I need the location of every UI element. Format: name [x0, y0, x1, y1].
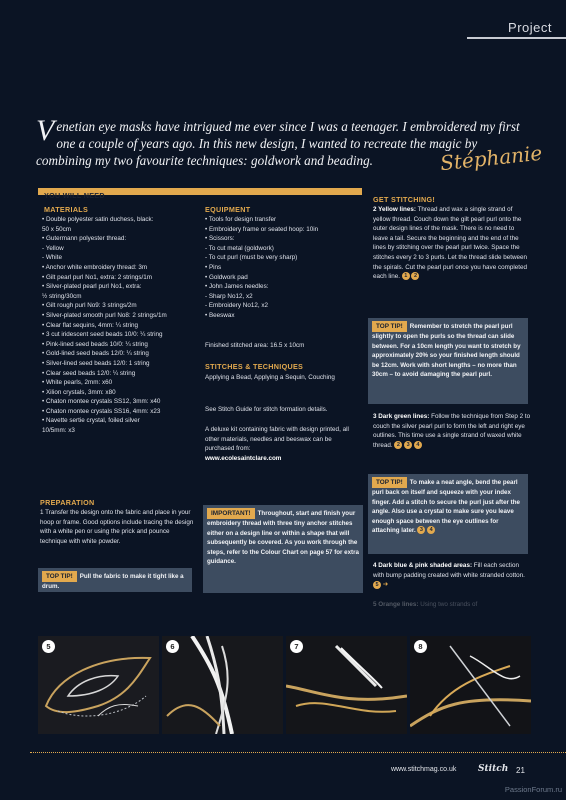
step-1: 1 Transfer the design onto the fabric and place in your hoop or frame. Good options include tracing the design with a white pen or using the prick and pounce technique with white powder. — [40, 509, 194, 545]
equipment-item: • John James needles: — [205, 283, 269, 291]
materials-item: • Silver-plated pearl purl No1, extra: — [42, 283, 142, 291]
materials-item: • Clear flat sequins, 4mm: ¼ string — [42, 321, 138, 329]
you-will-need-heading: YOU WILL NEED — [44, 191, 105, 200]
equipment-item: - To cut purl (must be very sharp) — [205, 254, 298, 262]
stitches-heading: STITCHES & TECHNIQUES — [205, 362, 304, 371]
important-text: Throughout, start and finish your embroidery thread with three tiny anchor stitches either on a design line or within a shape that will subsequently be covered. As you work through the steps, refer to the Colour Chart on page 57 for extra guidance. — [207, 510, 359, 566]
step-photo-7 — [286, 636, 407, 734]
photo-ref-2: 2 — [394, 441, 402, 449]
top-tip-pearl-purl — [368, 318, 528, 404]
materials-item: • Anchor white embroidery thread: 3m — [42, 263, 148, 271]
materials-heading: MATERIALS — [44, 205, 89, 214]
kit-text: A deluxe kit containing fabric with design printed, all other materials, needles and beeswax can be purchased from: — [205, 426, 349, 453]
materials-item: • Chaton montee crystals SS16, 4mm: x23 — [42, 407, 161, 415]
important-box — [203, 505, 363, 593]
top-tip-neat-angle — [368, 474, 528, 554]
step-5-faded — [373, 600, 531, 610]
step-photo-6 — [162, 636, 283, 734]
step-3-text: Follow the technique from Step 2 to couch the silver pearl purl to form the left and right eye outlines. This time use a single strand of waxed white thread. — [373, 413, 531, 449]
materials-item: • Pink-lined seed beads 10/0: ¼ string — [42, 340, 148, 348]
materials-item: • Gilt rough purl No9: 3 strings/2m — [42, 302, 137, 310]
page-header — [0, 0, 566, 38]
couching-illustration — [286, 636, 407, 734]
step-3 — [373, 412, 531, 450]
materials-item: • Silver-plated smooth purl No8: 2 strings/1m — [42, 311, 167, 319]
top-tip-label: TOP TIP! — [42, 571, 77, 582]
materials-item: 10/5mm: x3 — [42, 427, 75, 435]
top-tip-text: Pull the fabric to make it tight like a drum. — [42, 573, 184, 591]
page-number: 21 — [516, 766, 525, 775]
top-tip-text: To make a neat angle, bend the pearl purl back on itself and squeeze with your index finger. Add a stitch to secure the purl just after the angle. Also use a crystal to make sure you leave enough space between the eye outlines for attaching later. — [372, 479, 520, 535]
step-4-title: 4 Dark blue & pink shaded areas: — [373, 562, 473, 569]
intro-text: enetian eye masks have intrigued me ever since I was a teenager. I embroidered my first one a couple of years ago. In this new design, I wanted to recreate the magic by combining my two favourite techniques: goldwork and beading. — [36, 119, 520, 168]
step-3-title: 3 Dark green lines: — [373, 413, 430, 420]
photo-ref-1: 1 — [402, 272, 410, 280]
step-4-text: Fill each section with bump padding created with white stranded cotton. — [373, 562, 525, 579]
equipment-item: • Goldwork pad — [205, 273, 248, 281]
step-2 — [373, 205, 531, 282]
equipment-item: • Beeswax — [205, 311, 235, 319]
equipment-item: - Sharp No12, x2 — [205, 292, 253, 300]
materials-item: - Yellow — [42, 244, 64, 252]
equipment-item: • Pins — [205, 263, 222, 271]
step-2-text: Thread and wax a single strand of yellow thread. Couch down the gilt pearl purl onto the outer design lines of the mask. There is no need to leave a tail. Secure the beginning and the end of the lines by stitching over the pearl purl twice. Space the stitches every 2 to 3 purls. Let the thread slide between the spirals. Cut the pearl purl once you have completed each line. — [373, 206, 528, 281]
materials-item: • Gutermann polyester thread: — [42, 235, 127, 243]
equipment-heading: EQUIPMENT — [205, 205, 251, 214]
top-tip-drum — [38, 568, 192, 592]
photo-number: 6 — [166, 640, 179, 653]
photo-ref-3: 3 — [417, 526, 425, 534]
kit-link[interactable]: www.ecolesaintclare.com — [205, 455, 282, 462]
footer-dotted-rule — [30, 752, 566, 753]
materials-item: ½ string/30cm — [42, 292, 82, 300]
photo-number: 5 — [42, 640, 55, 653]
photo-number: 7 — [290, 640, 303, 653]
watermark: PassionForum.ru — [504, 785, 562, 794]
materials-item: • Silver-lined seed beads 12/0: 1 string — [42, 359, 150, 367]
footer-url[interactable]: www.stitchmag.co.uk — [391, 766, 457, 773]
equipment-item: - Embroidery No12, x2 — [205, 302, 268, 310]
photo-ref-4: 4 — [414, 441, 422, 449]
top-tip-label: TOP TIP! — [372, 477, 407, 488]
mask-outline-illustration — [38, 636, 159, 734]
materials-item: • 3 cut iridescent seed beads 10/0: ¼ string — [42, 331, 163, 339]
step-photo-5 — [38, 636, 159, 734]
step-5-text: Using two strands of — [420, 601, 478, 608]
get-stitching-heading: GET STITCHING! — [373, 195, 436, 204]
arrow-right-icon: ➜ — [382, 581, 389, 589]
photo-number: 8 — [414, 640, 427, 653]
preparation-heading: PREPARATION — [40, 498, 95, 507]
stitches-text: Applying a Bead, Applying a Sequin, Couching — [205, 374, 335, 381]
drop-cap: V — [36, 114, 55, 147]
materials-item: - White — [42, 254, 62, 262]
brand-logo: Stitch — [478, 764, 509, 774]
header-rule — [467, 37, 566, 39]
step-5-title: 5 Orange lines: — [373, 601, 419, 608]
section-label: Project — [508, 20, 552, 35]
step-photo-8 — [410, 636, 531, 734]
materials-item: • Gold-lined seed beads 12/0: ¼ string — [42, 350, 149, 358]
materials-item: • Chaton montee crystals SS12, 3mm: x40 — [42, 398, 161, 406]
step-2-title: 2 Yellow lines: — [373, 206, 416, 213]
equipment-item: • Scissors: — [205, 235, 235, 243]
materials-item: 50 x 50cm — [42, 225, 72, 233]
materials-list — [42, 215, 202, 436]
top-tip-label: TOP TIP! — [372, 321, 407, 332]
finished-area: Finished stitched area: 16.5 x 10cm — [205, 342, 305, 349]
materials-item: • Xilion crystals, 3mm: x80 — [42, 388, 116, 396]
equipment-item: • Embroidery frame or seated hoop: 10in — [205, 225, 319, 233]
photo-ref-2: 2 — [411, 272, 419, 280]
important-label: IMPORTANT! — [207, 508, 255, 519]
stitch-guide-note: See Stitch Guide for stitch formation details. — [205, 406, 328, 413]
thread-illustration — [162, 636, 283, 734]
equipment-item: - To cut metal (goldwork) — [205, 244, 274, 252]
materials-item: • Navette sertie crystal, foiled silver — [42, 417, 140, 425]
needle-illustration — [410, 636, 531, 734]
photo-ref-4: 4 — [427, 526, 435, 534]
equipment-list — [205, 215, 365, 321]
photo-ref-5: 5 — [373, 581, 381, 589]
author-signature: Stéphanie — [439, 140, 544, 176]
materials-item: • White pearls, 2mm: x60 — [42, 379, 113, 387]
step-4 — [373, 561, 531, 590]
equipment-item: • Tools for design transfer — [205, 216, 277, 223]
materials-item: • Double polyester satin duchess, black: — [42, 216, 154, 223]
photo-ref-3: 3 — [404, 441, 412, 449]
top-tip-text: Remember to stretch the pearl purl slightly to open the purls so the thread can slide between. For a 10cm length you want to stretch by approximately 20% so your finished length should be 12cm. Work with short lengths – no more than 30cm – to avoid damaging the pearl purl. — [372, 323, 521, 379]
materials-item: • Gilt pearl purl No1, extra: 2 strings/1m — [42, 273, 152, 281]
materials-item: • Clear seed beads 12/0: ¼ string — [42, 369, 136, 377]
